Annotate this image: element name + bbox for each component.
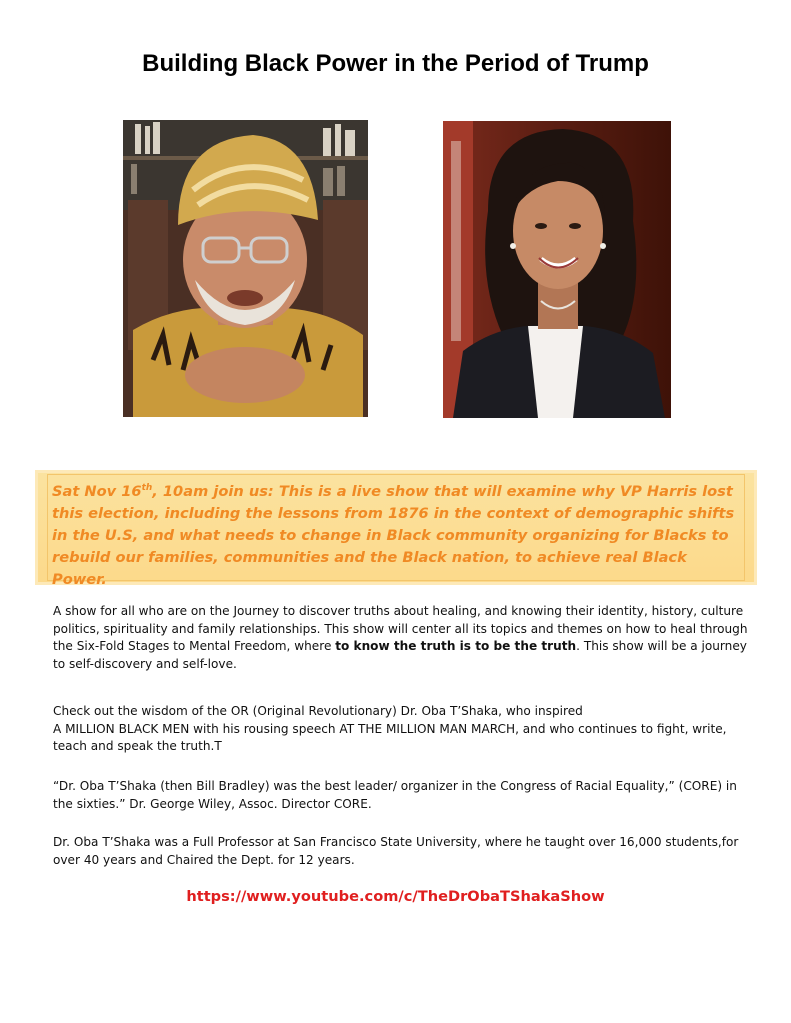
youtube-link[interactable]: https://www.youtube.com/c/TheDrObaTShakaShow bbox=[186, 888, 605, 905]
bio-paragraph: Dr. Oba T’Shaka was a Full Professor at San Francisco State University, where he taught over 16,000 students,for over 40 years and Chaired the Dept. for 12 years. bbox=[53, 835, 739, 867]
show-description-paragraph: A show for all who are on the Journey to discover truths about healing, and knowing their identity, history, culture politics, spirituality and family relationships. This show will center all its topics and themes on how to heal through the Six-Fold Stages to Mental Freedom, where to know the truth is to be the truth. This show will be a journey to self-discovery and self-love. bbox=[53, 604, 748, 671]
event-callout bbox=[35, 470, 757, 588]
photo-woman-dark-suit bbox=[443, 121, 671, 418]
date-suffix: th bbox=[141, 483, 153, 493]
wisdom-paragraph: Check out the wisdom of the OR (Original Revolutionary) Dr. Oba T’Shaka, who inspired A MILLION BLACK MEN with his rousing speech AT THE MILLION MAN MARCH, and who continues to fight, write, teach and speak the truth.T bbox=[53, 704, 727, 753]
quote-paragraph: “Dr. Oba T’Shaka (then Bill Bradley) was the best leader/ organizer in the Congress of Racial Equality,” (CORE) in the sixties.” Dr. George Wiley, Assoc. Director CORE. bbox=[53, 779, 737, 811]
page-title: Building Black Power in the Period of Trump bbox=[142, 50, 649, 77]
photo-man-kufi-hat bbox=[123, 120, 368, 417]
event-date: Sat Nov 16 bbox=[52, 482, 142, 500]
callout-text bbox=[52, 477, 740, 591]
event-description: , 10am join us: This is a live show that will examine why VP Harris lost this election, including the lessons from 1876 in the context of demographic shifts in the U.S, and what needs to change in Black community organizing for Blacks to rebuild our families, communities and the Black nation, to achieve real Black Power. bbox=[52, 482, 735, 588]
truth-emphasis: to know the truth is to be the truth bbox=[335, 639, 577, 653]
